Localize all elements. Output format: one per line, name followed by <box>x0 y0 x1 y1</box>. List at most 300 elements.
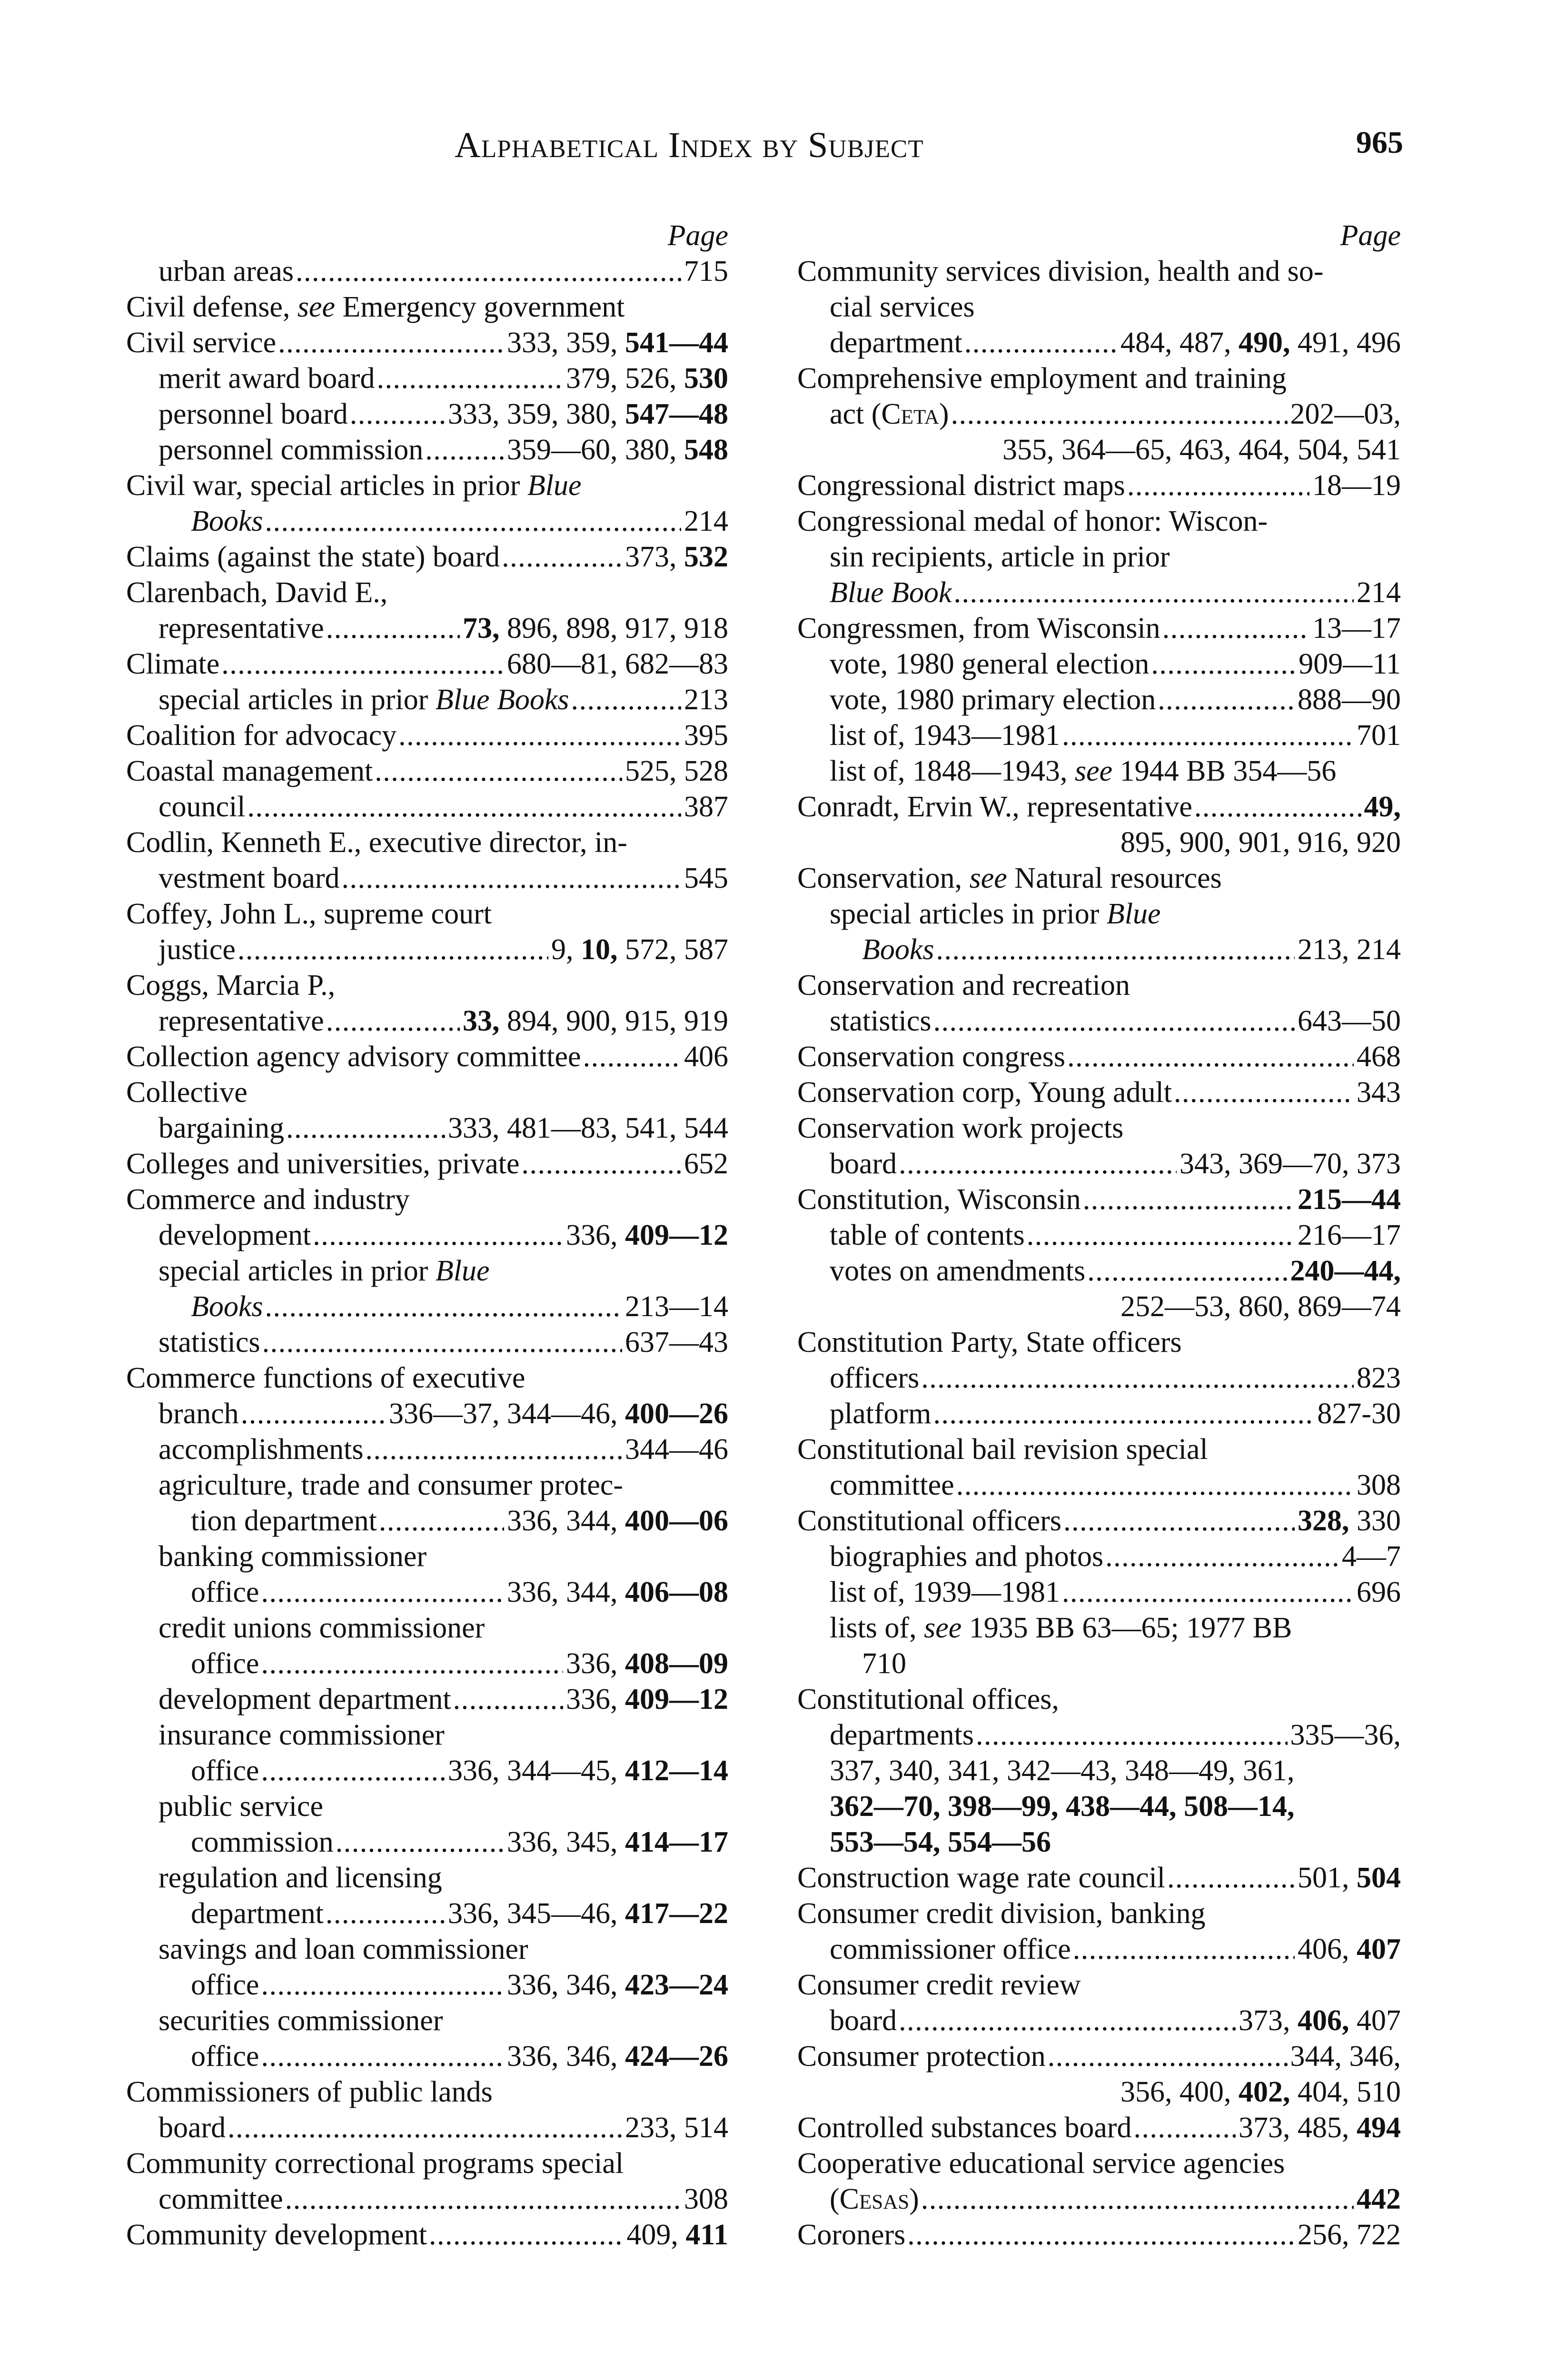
entry-page-refs: 379, 526, 530 <box>566 362 728 395</box>
dot-leader <box>226 2110 622 2146</box>
entry-text: lists of, see 1935 BB 63—65; 1977 BB <box>830 1612 1292 1644</box>
entry-line <box>159 1682 728 1717</box>
entry-text: commissioner office <box>830 1933 1071 1965</box>
entry-text: 553—54, 554—56 <box>830 1826 1051 1858</box>
index-entry <box>797 1896 1401 1967</box>
dot-leader <box>1132 2110 1236 2146</box>
entry-page-refs: 715 <box>684 255 728 288</box>
index-entry <box>797 1503 1401 1539</box>
index-entry <box>797 2110 1401 2146</box>
entry-line <box>830 1575 1401 1610</box>
dot-leader <box>340 861 681 896</box>
entry-text: development <box>159 1219 311 1251</box>
index-entry <box>797 2039 1401 2110</box>
index-entry <box>797 968 1401 1039</box>
index-entry <box>126 968 728 1039</box>
entry-line <box>797 2182 1401 2217</box>
entry-page-refs: 680—81, 682—83 <box>507 648 728 680</box>
index-entry <box>797 504 1401 611</box>
entry-text: Constitution, Wisconsin <box>797 1183 1081 1216</box>
entry-text: Community correctional programs special <box>126 2147 624 2180</box>
entry-text: justice <box>159 933 236 966</box>
page-header <box>0 125 1546 168</box>
entry-page-refs: 9, 10, 572, 587 <box>551 933 728 966</box>
entry-line <box>159 1289 728 1325</box>
entry-page-refs: 336, 344, 400—06 <box>507 1505 728 1537</box>
entry-line <box>159 1753 728 1789</box>
entry-text: statistics <box>830 1005 932 1037</box>
dot-leader <box>949 397 1288 432</box>
entry-page-refs: 73, 896, 898, 917, 918 <box>463 612 728 645</box>
entry-line <box>797 1860 1401 1896</box>
index-entry <box>797 1967 1401 2039</box>
entry-page-refs: 4—7 <box>1342 1540 1401 1573</box>
index-entry <box>126 825 728 896</box>
entry-line <box>797 1146 1401 1182</box>
entry-text: Coastal management <box>126 755 373 787</box>
index-entry <box>797 1860 1401 1896</box>
dot-leader <box>373 754 622 789</box>
dot-leader <box>219 646 504 682</box>
entry-text: urban areas <box>159 255 294 288</box>
entry-text: 710 <box>862 1647 906 1680</box>
dot-leader <box>581 1039 681 1075</box>
entry-text: Cooperative educational service agencies <box>797 2147 1285 2180</box>
index-entry <box>126 1682 728 1717</box>
entry-text: vote, 1980 primary election <box>830 684 1156 716</box>
dot-leader <box>1060 1575 1354 1610</box>
entry-text: list of, 1939—1981 <box>830 1576 1060 1608</box>
dot-leader <box>1160 611 1309 646</box>
entry-text: Commerce and industry <box>126 1183 410 1216</box>
entry-text: committee <box>830 1469 954 1501</box>
dot-leader <box>334 1825 504 1860</box>
entry-line <box>797 1468 1401 1503</box>
index-entry <box>797 1539 1401 1575</box>
dot-leader <box>1025 1218 1295 1253</box>
index-entry <box>126 1039 728 1075</box>
entry-line <box>797 1003 1401 1039</box>
entry-text: insurance commissioner <box>159 1719 445 1751</box>
dot-leader <box>897 2003 1236 2039</box>
entry-text: Books <box>191 1290 263 1323</box>
entry-page-continuation: 895, 900, 901, 916, 920 <box>1120 826 1401 859</box>
entry-text: Collection agency advisory committee <box>126 1041 581 1073</box>
page-number: 965 <box>1356 125 1403 160</box>
entry-page-refs: 344, 346, <box>1290 2040 1401 2073</box>
entry-page-refs: 18—19 <box>1312 469 1401 502</box>
index-entry <box>797 2146 1401 2217</box>
entry-line <box>797 1717 1401 1753</box>
dot-leader <box>962 325 1118 361</box>
entry-text: vestment board <box>159 862 340 894</box>
dot-leader <box>259 1967 504 2003</box>
index-entry <box>797 611 1401 646</box>
entry-text: special articles in prior Blue <box>159 1255 490 1287</box>
entry-text: departments <box>830 1719 974 1751</box>
entry-text: credit unions commissioner <box>159 1612 485 1644</box>
index-entry <box>126 1432 728 1468</box>
index-entry <box>126 1789 728 1860</box>
index-entry <box>126 432 728 468</box>
dot-leader <box>259 1646 563 1682</box>
entry-page-refs: 333, 359, 541—44 <box>507 327 728 359</box>
entry-text: office <box>191 1755 259 1787</box>
dot-leader <box>1081 1182 1295 1218</box>
entry-page-refs: 233, 514 <box>625 2112 728 2144</box>
dot-leader <box>1103 1539 1339 1575</box>
entry-page-refs: 214 <box>684 505 728 537</box>
dot-leader <box>952 575 1354 611</box>
entry-line <box>126 1146 728 1182</box>
dot-leader <box>259 2039 504 2074</box>
dot-leader <box>519 1146 681 1182</box>
entry-line <box>797 2003 1401 2039</box>
index-entry <box>797 896 1401 968</box>
dot-leader <box>363 1432 622 1468</box>
entry-page-refs: 240—44, <box>1290 1255 1401 1287</box>
entry-text: agriculture, trade and consumer protec- <box>159 1469 624 1501</box>
entry-text: Conservation work projects <box>797 1112 1124 1144</box>
entry-line <box>159 397 728 432</box>
entry-page-refs: 823 <box>1357 1362 1401 1394</box>
entry-page-refs: 328, 330 <box>1298 1505 1401 1537</box>
entry-text: tion department <box>191 1505 377 1537</box>
entry-page-refs: 701 <box>1357 719 1401 752</box>
dot-leader <box>1061 1503 1295 1539</box>
entry-line <box>126 718 728 754</box>
dot-leader <box>324 611 460 646</box>
dot-leader <box>897 1146 1177 1182</box>
entry-text: office <box>191 1576 259 1608</box>
entry-text: vote, 1980 general election <box>830 648 1150 680</box>
entry-text: Conservation and recreation <box>797 969 1130 1002</box>
entry-text: Coroners <box>797 2219 906 2251</box>
dot-leader <box>259 1753 445 1789</box>
entry-text: Commissioners of public lands <box>126 2076 493 2108</box>
dot-leader <box>283 2182 681 2217</box>
entry-line <box>797 325 1401 361</box>
entry-line <box>797 1182 1401 1218</box>
entry-text: office <box>191 1647 259 1680</box>
entry-page-refs: 406, 407 <box>1298 1933 1401 1965</box>
dot-leader <box>1046 2039 1288 2074</box>
entry-page-refs: 336, 408—09 <box>566 1647 728 1680</box>
index-entry <box>126 397 728 432</box>
entry-line <box>797 468 1401 504</box>
dot-leader <box>919 2182 1354 2217</box>
dot-leader <box>239 1396 386 1432</box>
entry-page-refs: 336, 344—45, 412—14 <box>448 1755 728 1787</box>
entry-line <box>126 2182 728 2217</box>
entry-page-refs: 49, <box>1364 791 1401 823</box>
entry-line <box>126 325 728 361</box>
entry-page-refs: 637—43 <box>625 1326 728 1359</box>
entry-page-continuation: 252—53, 860, 869—74 <box>1120 1290 1401 1323</box>
entry-line <box>797 789 1401 825</box>
entry-line <box>159 1825 728 1860</box>
entry-line <box>830 932 1401 968</box>
entry-line <box>830 1539 1401 1575</box>
entry-page-refs: 343, 369—70, 373 <box>1179 1148 1401 1180</box>
index-entry <box>126 682 728 718</box>
entry-text: Civil defense, see Emergency government <box>126 291 625 323</box>
index-entry <box>797 1218 1401 1253</box>
entry-page-refs: 336, 344, 406—08 <box>507 1576 728 1608</box>
entry-text: Books <box>862 933 934 966</box>
index-entry <box>797 1432 1401 1503</box>
entry-text: personnel board <box>159 398 348 430</box>
index-entry <box>126 1360 728 1432</box>
entry-text: Congressmen, from Wisconsin <box>797 612 1160 645</box>
entry-text: Codlin, Kenneth E., executive director, in- <box>126 826 627 859</box>
entry-text: development department <box>159 1683 451 1716</box>
entry-page-refs: 13—17 <box>1312 612 1401 645</box>
entry-line <box>797 1503 1401 1539</box>
entry-text: board <box>159 2112 226 2144</box>
entry-line <box>159 254 728 289</box>
entry-line <box>797 611 1401 646</box>
entry-page-refs: 888—90 <box>1298 684 1401 716</box>
entry-page-refs: 359—60, 380, 548 <box>507 434 728 466</box>
index-entry <box>797 1039 1401 1075</box>
index-entry <box>126 646 728 682</box>
entry-text: council <box>159 791 246 823</box>
entry-text: personnel commission <box>159 434 424 466</box>
entry-line <box>159 1325 728 1360</box>
entry-text: 362—70, 398—99, 438—44, 508—14, <box>830 1790 1295 1823</box>
index-entry <box>797 718 1401 754</box>
entry-text: department <box>830 327 962 359</box>
entry-page-refs: 545 <box>684 862 728 894</box>
entry-text: special articles in prior Blue <box>830 898 1161 930</box>
entry-page-refs: 216—17 <box>1298 1219 1401 1251</box>
entry-page-refs: 373, 485, 494 <box>1239 2112 1401 2144</box>
dot-leader <box>974 1717 1287 1753</box>
index-entry <box>797 1325 1401 1432</box>
entry-line <box>126 646 728 682</box>
dot-leader <box>375 361 563 397</box>
dot-leader <box>500 539 622 575</box>
entry-line <box>159 682 728 718</box>
entry-line <box>126 1218 728 1253</box>
entry-line <box>159 1646 728 1682</box>
entry-text: bargaining <box>159 1112 285 1144</box>
entry-page-refs: 202—03, <box>1290 398 1401 430</box>
entry-page-refs: 373, 406, 407 <box>1239 2004 1401 2037</box>
entry-text: banking commissioner <box>159 1540 427 1573</box>
index-entry <box>126 1932 728 2003</box>
entry-text: Community development <box>126 2219 427 2251</box>
dot-leader <box>263 504 681 539</box>
entry-page-refs: 214 <box>1357 576 1401 609</box>
right-index-entries <box>797 254 1401 2253</box>
dot-leader <box>311 1218 563 1253</box>
index-entry <box>126 2003 728 2074</box>
index-entry <box>797 789 1401 861</box>
entry-text: Constitutional bail revision special <box>797 1433 1208 1466</box>
entry-page-refs: 213 <box>684 684 728 716</box>
index-entry <box>126 718 728 754</box>
entry-text: 337, 340, 341, 342—43, 348—49, 361, <box>830 1755 1295 1787</box>
entry-text: Claims (against the state) board <box>126 541 500 573</box>
entry-text: Blue Book <box>830 576 952 609</box>
entry-line <box>159 1896 728 1932</box>
index-entry <box>797 1253 1401 1325</box>
entry-line <box>159 1503 728 1539</box>
left-column <box>126 218 728 2253</box>
index-entry <box>797 254 1401 361</box>
entry-text: Coalition for advocacy <box>126 719 397 752</box>
entry-line <box>159 361 728 397</box>
index-entry <box>797 1682 1401 1860</box>
dot-leader <box>276 325 504 361</box>
entry-text: office <box>191 2040 259 2073</box>
entry-text: Commerce functions of executive <box>126 1362 525 1394</box>
entry-text: accomplishments <box>159 1433 364 1466</box>
entry-text: Constitutional offices, <box>797 1683 1059 1716</box>
dot-leader <box>1156 682 1295 718</box>
entry-page-refs: 336, 345, 414—17 <box>507 1826 728 1858</box>
entry-page-refs: 501, 504 <box>1298 1862 1401 1894</box>
entry-text: Constitutional officers <box>797 1505 1062 1537</box>
dot-leader <box>1085 1253 1287 1289</box>
index-entry <box>797 2217 1401 2253</box>
entry-text: officers <box>830 1362 920 1394</box>
entry-text: Climate <box>126 648 220 680</box>
entry-page-refs: 387 <box>684 791 728 823</box>
entry-page-refs: 696 <box>1357 1576 1401 1608</box>
index-entry <box>797 861 1401 896</box>
entry-text: board <box>830 1148 897 1180</box>
entry-text: Clarenbach, David E., <box>126 576 388 609</box>
dot-leader <box>451 1682 563 1717</box>
index-entry <box>126 754 728 789</box>
entry-text: commission <box>191 1826 334 1858</box>
index-entry <box>797 646 1401 682</box>
dot-leader <box>324 1896 445 1932</box>
entry-line <box>830 1253 1401 1289</box>
entry-page-refs: 468 <box>1357 1041 1401 1073</box>
entry-text: representative <box>159 1005 324 1037</box>
dot-leader <box>324 1003 460 1039</box>
dot-leader <box>377 1503 504 1539</box>
entry-line <box>830 1218 1401 1253</box>
dot-leader <box>348 397 445 432</box>
dot-leader <box>1060 718 1354 754</box>
index-entry <box>126 1253 728 1325</box>
entry-text: act (Ceta) <box>830 398 949 430</box>
entry-page-continuation: 355, 364—65, 463, 464, 504, 541 <box>1002 434 1401 466</box>
dot-leader <box>427 2217 624 2253</box>
entry-page-refs: 215—44 <box>1298 1183 1401 1216</box>
entry-line <box>126 539 728 575</box>
index-entry <box>126 1075 728 1146</box>
dot-leader <box>932 1396 1315 1432</box>
entry-text: Conservation, see Natural resources <box>797 862 1222 894</box>
entry-text: merit award board <box>159 362 375 395</box>
entry-page-refs: 333, 359, 380, 547—48 <box>448 398 728 430</box>
entry-line <box>830 718 1401 754</box>
entry-line <box>126 932 728 968</box>
index-entry <box>126 1325 728 1360</box>
index-entry <box>126 2146 728 2217</box>
entry-text: Collective <box>126 1076 248 1109</box>
entry-line <box>159 1575 728 1610</box>
dot-leader <box>1065 1039 1354 1075</box>
dot-leader <box>396 718 681 754</box>
entry-page-refs: 409, 411 <box>626 2219 728 2251</box>
dot-leader <box>1071 1932 1295 1967</box>
entry-text: department <box>191 1897 324 1930</box>
entry-line <box>159 432 728 468</box>
entry-page-refs: 525, 528 <box>625 755 728 787</box>
entry-line <box>159 2039 728 2074</box>
dot-leader <box>569 682 681 718</box>
entry-page-refs: 336—37, 344—46, 400—26 <box>389 1398 728 1430</box>
dot-leader <box>1149 646 1296 682</box>
entry-text: securities commissioner <box>159 2004 443 2037</box>
page-column-label: Page <box>667 219 728 252</box>
entry-text: Colleges and universities, private <box>126 1148 520 1180</box>
entry-text: representative <box>159 612 324 645</box>
entry-text: Conservation congress <box>797 1041 1066 1073</box>
entry-text: office <box>191 1969 259 2001</box>
entry-text: board <box>830 2004 897 2037</box>
entry-text: committee <box>159 2183 283 2215</box>
dot-leader <box>246 789 682 825</box>
index-entry <box>126 896 728 968</box>
entry-page-refs: 827-30 <box>1317 1398 1401 1430</box>
dot-leader <box>954 1468 1354 1503</box>
entry-text: Construction wage rate council <box>797 1862 1166 1894</box>
entry-page-refs: 652 <box>684 1148 728 1180</box>
entry-text: votes on amendments <box>830 1255 1086 1287</box>
entry-line <box>797 1932 1401 1967</box>
entry-page-refs: 336, 346, 423—24 <box>507 1969 728 2001</box>
entry-page-refs: 373, 532 <box>625 541 728 573</box>
dot-leader <box>236 932 548 968</box>
entry-line <box>159 1432 728 1468</box>
entry-text: biographies and photos <box>830 1540 1104 1573</box>
index-entry <box>126 361 728 397</box>
entry-text: Consumer protection <box>797 2040 1046 2073</box>
entry-page-refs: 335—36, <box>1290 1719 1401 1751</box>
index-entry <box>797 1575 1401 1610</box>
entry-text: Books <box>191 505 263 537</box>
entry-line <box>797 2217 1401 2253</box>
entry-text: Constitution Party, State officers <box>797 1326 1182 1359</box>
entry-text: cial services <box>830 291 975 323</box>
entry-page-refs: 333, 481—83, 541, 544 <box>448 1112 728 1144</box>
entry-line <box>830 646 1401 682</box>
index-entry <box>797 682 1401 718</box>
entry-page-continuation: 356, 400, 402, 404, 510 <box>1120 2076 1401 2108</box>
entry-line <box>159 789 728 825</box>
right-column <box>797 218 1401 2253</box>
entry-text: Comprehensive employment and training <box>797 362 1287 395</box>
entry-text: (Cesas) <box>830 2183 919 2215</box>
entry-text: regulation and licensing <box>159 1862 442 1894</box>
dot-leader <box>1165 1860 1295 1896</box>
entry-text: Consumer credit division, banking <box>797 1897 1206 1930</box>
entry-line <box>797 1075 1401 1111</box>
index-entry <box>126 539 728 575</box>
entry-page-refs: 213—14 <box>625 1290 728 1323</box>
entry-page-refs: 336, 346, 424—26 <box>507 2040 728 2073</box>
entry-line <box>797 1360 1401 1396</box>
entry-page-refs: 308 <box>1357 1469 1401 1501</box>
